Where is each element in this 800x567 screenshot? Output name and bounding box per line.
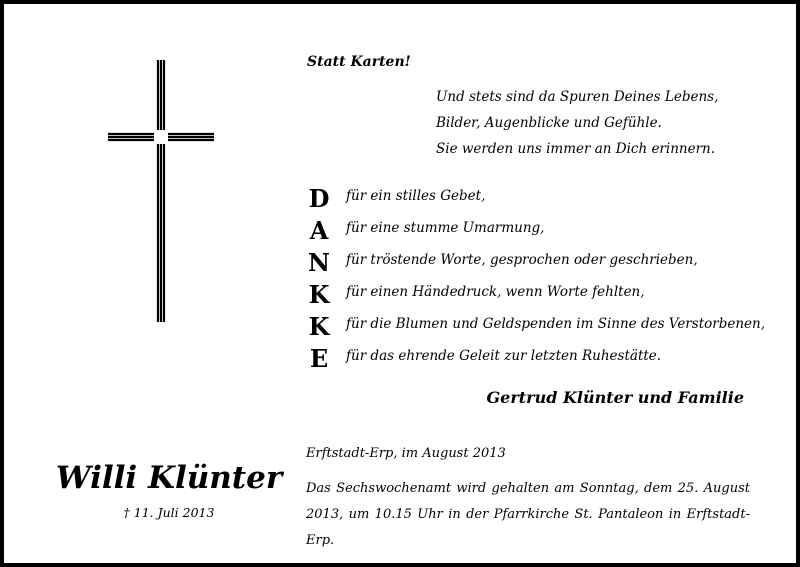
thanks-item <box>304 344 764 374</box>
poem-line: Und stets sind da Spuren Deines Lebens, <box>436 89 719 105</box>
thanks-item <box>304 184 764 214</box>
thanks-text: für tröstende Worte, gesprochen oder geschrieben, <box>346 252 698 268</box>
poem <box>436 84 718 162</box>
thanks-text: für das ehrende Geleit zur letzten Ruhestätte. <box>346 348 662 364</box>
thanks-text: für eine stumme Umarmung, <box>346 220 545 236</box>
family-signature: Gertrud Klünter und Familie <box>486 388 744 407</box>
deceased-name: Willi Klünter <box>55 460 283 496</box>
thanks-text: für die Blumen und Geldspenden im Sinne des Verstorbenen, <box>346 316 765 332</box>
acrostic-letter: N <box>308 248 330 277</box>
acrostic-letter: K <box>308 280 330 309</box>
acrostic-letter: E <box>309 344 329 373</box>
poem-line: Sie werden uns immer an Dich erinnern. <box>436 141 716 157</box>
acrostic-letter: D <box>308 184 330 213</box>
acrostic-letter: A <box>309 216 329 245</box>
thanks-text: für ein stilles Gebet, <box>346 188 486 204</box>
heading-statt-karten: Statt Karten! <box>307 54 411 70</box>
thanks-item <box>304 248 764 278</box>
thanks-text: für einen Händedruck, wenn Worte fehlten, <box>346 284 645 300</box>
acrostic-letter: K <box>308 312 330 341</box>
poem-line: Bilder, Augenblicke und Gefühle. <box>436 115 662 131</box>
thanks-item <box>304 312 764 342</box>
thanks-item <box>304 280 764 310</box>
thanks-item <box>304 216 764 246</box>
place-date: Erftstadt-Erp, im August 2013 <box>306 446 506 461</box>
service-announcement: Das Sechswochenamt wird gehalten am Sonntag, dem 25. August 2013, um 10.15 Uhr in der Pfarrkirche St. Pantaleon in Erftstadt-Erp. <box>306 481 750 548</box>
cross-icon <box>108 60 214 322</box>
death-date: † 11. Juli 2013 <box>123 505 215 520</box>
